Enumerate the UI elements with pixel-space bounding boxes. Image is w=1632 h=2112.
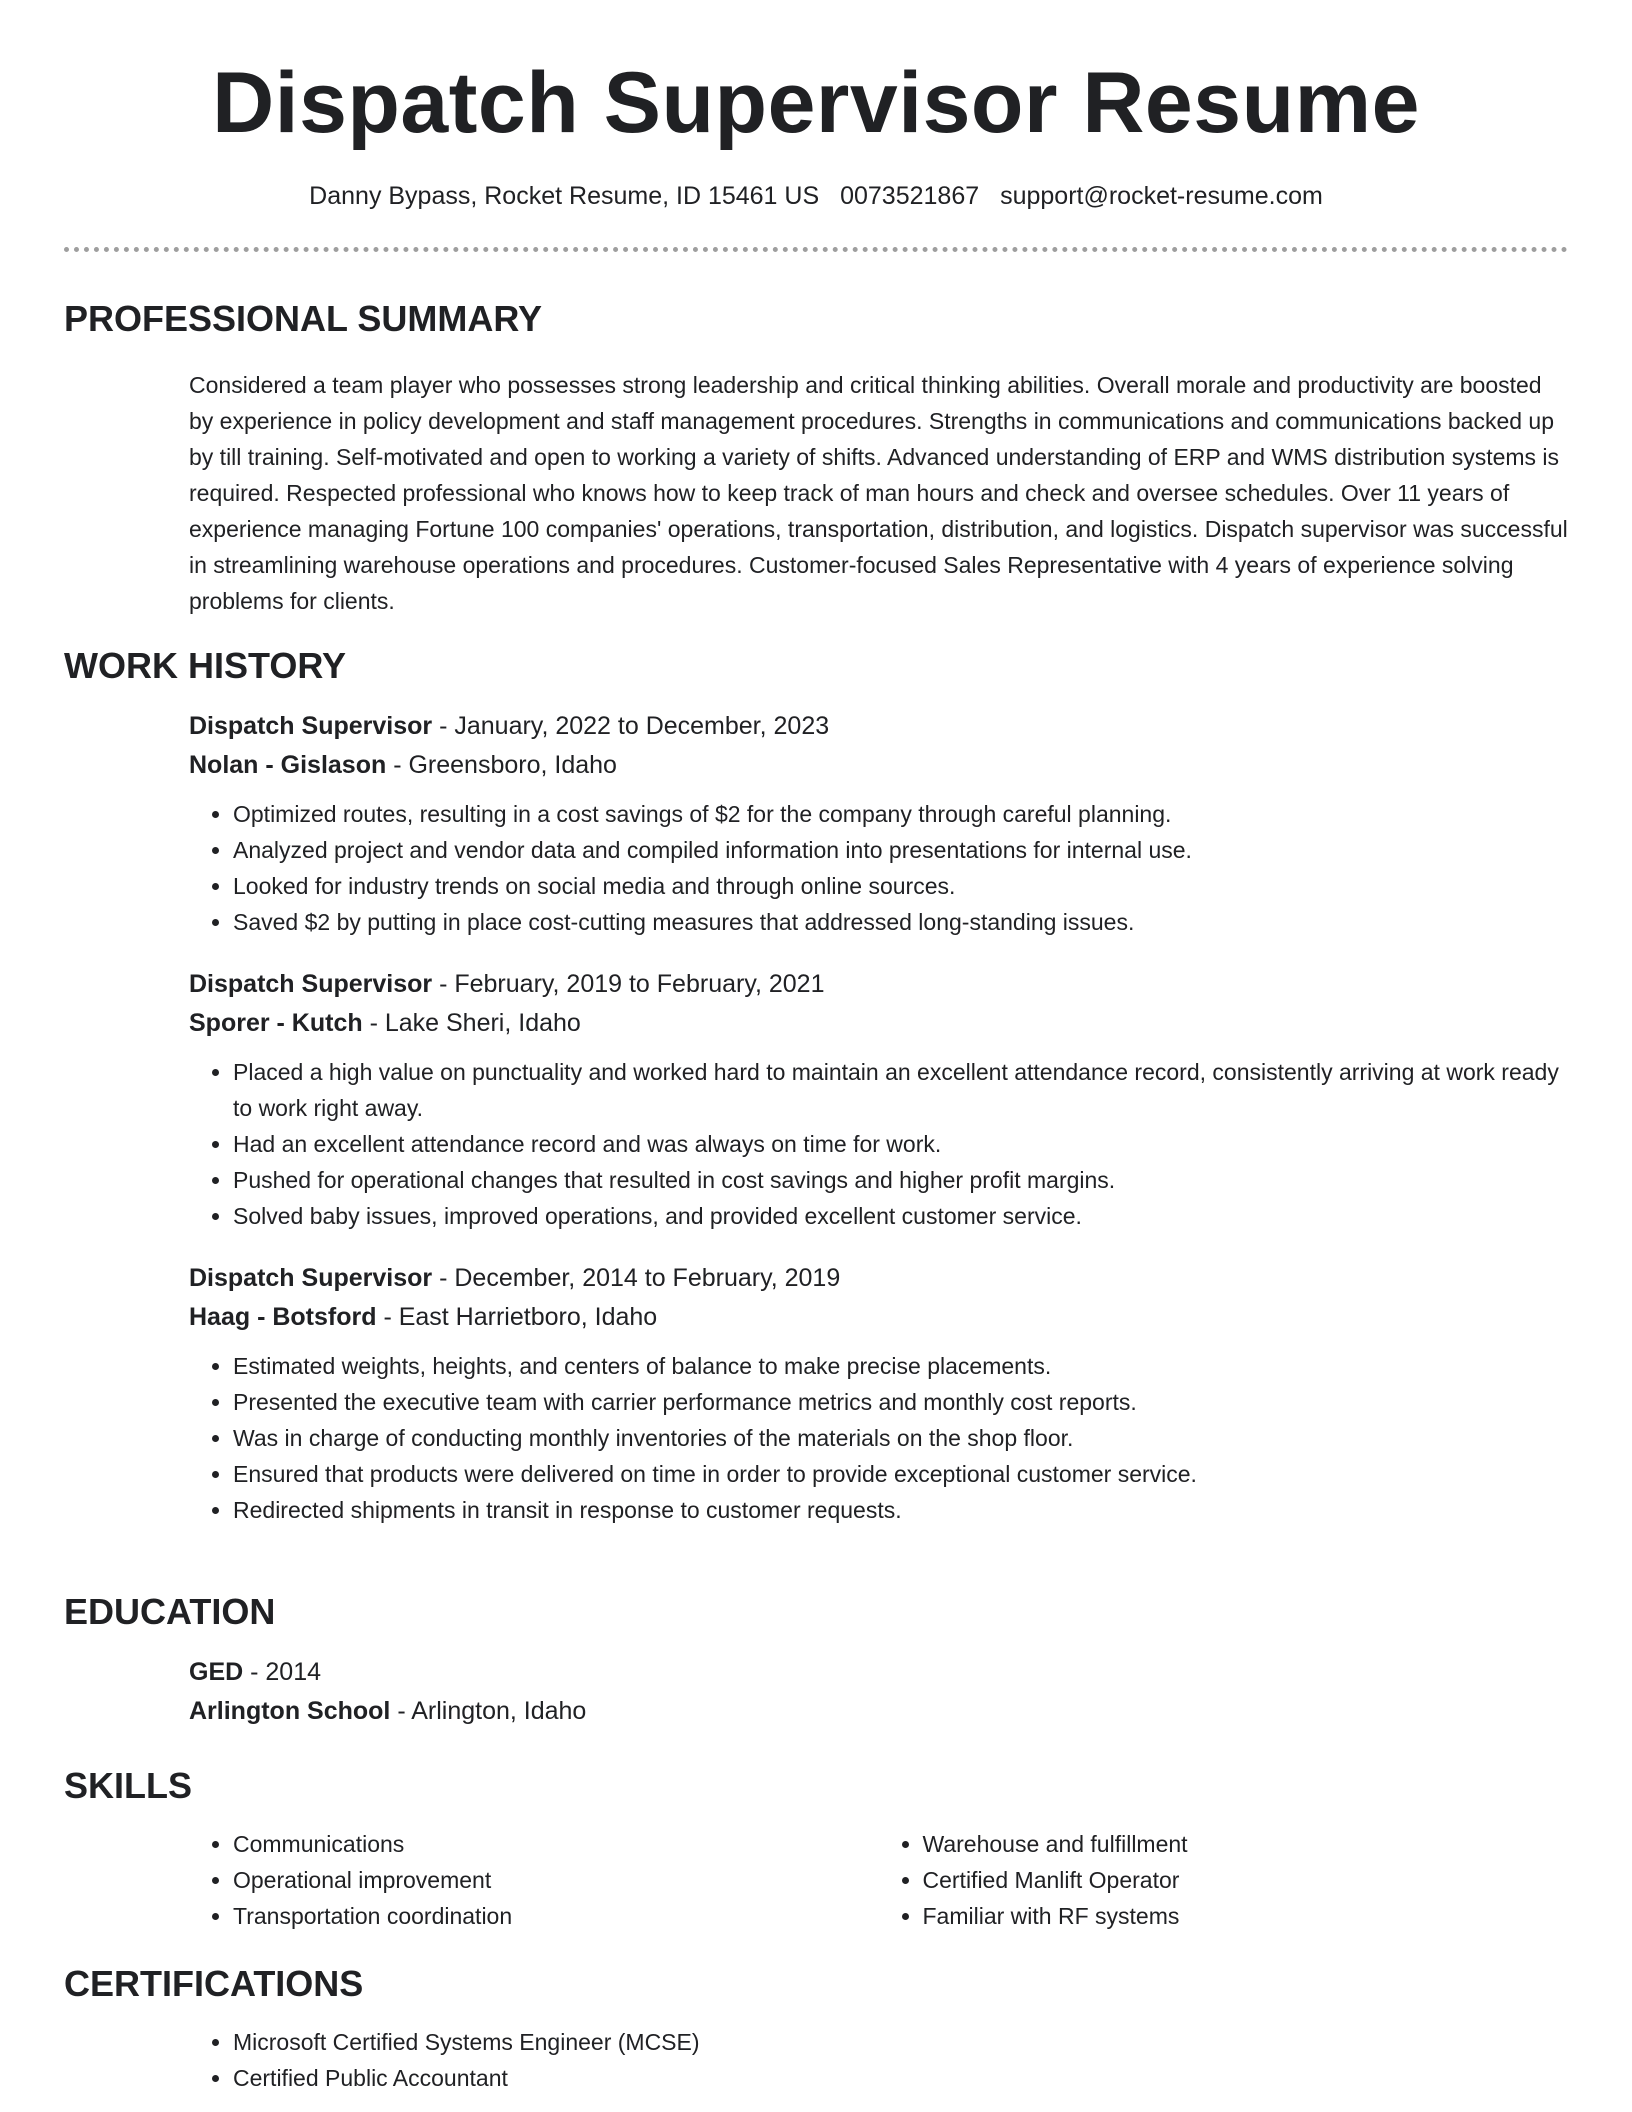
list-item: • Microsoft Certified Systems Engineer (MCSE)	[233, 2024, 1568, 2060]
job-entry	[189, 714, 1568, 940]
certifications-list	[189, 2024, 1568, 2096]
job-title: Dispatch Supervisor	[189, 970, 433, 998]
skills-grid	[189, 1826, 1568, 1934]
list-item: • Looked for industry trends on social media and through online sources.	[233, 868, 1568, 904]
list-item: • Warehouse and fulfillment	[923, 1826, 1569, 1862]
skills-heading: SKILLS	[64, 1765, 193, 1806]
contact-address: Danny Bypass, Rocket Resume, ID 15461 US	[309, 182, 820, 210]
job-company-line	[189, 753, 1568, 778]
job-location: - Lake Sheri, Idaho	[362, 1009, 581, 1037]
list-item: • Transportation coordination	[233, 1898, 879, 1934]
job-title: Dispatch Supervisor	[189, 1264, 433, 1292]
list-item: • Familiar with RF systems	[923, 1898, 1569, 1934]
job-dates: - February, 2019 to February, 2021	[432, 970, 825, 998]
certifications-heading: CERTIFICATIONS	[64, 1963, 364, 2004]
list-item: • Communications	[233, 1826, 879, 1862]
list-item: • Certified Public Accountant	[233, 2060, 1568, 2096]
skills-list-right	[879, 1826, 1569, 1934]
summary-text: Considered a team player who possesses strong leadership and critical thinking abilities. Overall morale and productivity are boosted by experience in policy development and staff management procedures. Strengths in communications and communications backed up by till training. Self-motivated and open to working a variety of shifts. Advanced understanding of ERP and WMS distribution systems is required. Respected professional who knows how to keep track of man hours and check and oversee schedules. Over 11 years of experience managing Fortune 100 companies' operations, transportation, distribution, and logistics. Dispatch supervisor was successful in streamlining warehouse operations and procedures. Customer-focused Sales Representative with 4 years of experience solving problems for clients.	[189, 372, 1568, 614]
education-degree-line	[189, 1660, 1568, 1685]
list-item: • Was in charge of conducting monthly inventories of the materials on the shop floor.	[233, 1420, 1568, 1456]
education-school-line	[189, 1699, 1568, 1724]
list-item: • Placed a high value on punctuality and worked hard to maintain an excellent attendance record, consistently arriving at work ready to work right away.	[233, 1054, 1568, 1126]
certifications-section	[0, 1963, 1632, 2096]
list-item: • Estimated weights, heights, and centers of balance to make precise placements.	[233, 1348, 1568, 1384]
list-item: • Solved baby issues, improved operations, and provided excellent customer service.	[233, 1198, 1568, 1234]
contact-email: support@rocket-resume.com	[1000, 182, 1323, 210]
contact-line	[0, 182, 1632, 211]
job-bullets	[189, 1054, 1568, 1234]
education-school: Arlington School	[189, 1697, 391, 1725]
education-section	[0, 1591, 1632, 1725]
contact-phone: 0073521867	[840, 182, 980, 210]
education-year: - 2014	[243, 1658, 322, 1686]
resume-title: Dispatch Supervisor Resume	[212, 55, 1420, 151]
skills-list-left	[189, 1826, 879, 1934]
education-degree: GED	[189, 1658, 244, 1686]
job-entry	[189, 1266, 1568, 1528]
job-company: Nolan - Gislason	[189, 751, 387, 779]
work-history-heading: WORK HISTORY	[64, 645, 347, 686]
job-entry	[189, 972, 1568, 1234]
list-item: • Analyzed project and vendor data and compiled information into presentations for internal use.	[233, 832, 1568, 868]
job-company: Sporer - Kutch	[189, 1009, 363, 1037]
job-bullets	[189, 796, 1568, 940]
job-title-line	[189, 1266, 1568, 1291]
list-item: • Saved $2 by putting in place cost-cutting measures that addressed long-standing issues.	[233, 904, 1568, 940]
skills-section	[0, 1765, 1632, 1934]
list-item: • Pushed for operational changes that resulted in cost savings and higher profit margins.	[233, 1162, 1568, 1198]
job-title-line	[189, 972, 1568, 997]
job-title: Dispatch Supervisor	[189, 712, 433, 740]
job-location: - Greensboro, Idaho	[386, 751, 617, 779]
work-history-section	[0, 645, 1632, 1528]
education-location: - Arlington, Idaho	[390, 1697, 587, 1725]
list-item: • Redirected shipments in transit in response to customer requests.	[233, 1492, 1568, 1528]
list-item: • Had an excellent attendance record and was always on time for work.	[233, 1126, 1568, 1162]
job-title-line	[189, 714, 1568, 739]
job-company: Haag - Botsford	[189, 1303, 377, 1331]
list-item: • Presented the executive team with carrier performance metrics and monthly cost reports.	[233, 1384, 1568, 1420]
job-dates: - December, 2014 to February, 2019	[432, 1264, 841, 1292]
job-dates: - January, 2022 to December, 2023	[432, 712, 830, 740]
list-item: • Ensured that products were delivered on time in order to provide exceptional customer service.	[233, 1456, 1568, 1492]
summary-heading: PROFESSIONAL SUMMARY	[64, 298, 543, 339]
summary-section	[0, 298, 1632, 619]
list-item: • Certified Manlift Operator	[923, 1862, 1569, 1898]
list-item: • Optimized routes, resulting in a cost savings of $2 for the company through careful planning.	[233, 796, 1568, 832]
job-company-line	[189, 1011, 1568, 1036]
job-bullets	[189, 1348, 1568, 1528]
job-company-line	[189, 1305, 1568, 1330]
header-divider	[64, 247, 1568, 252]
list-item: • Operational improvement	[233, 1862, 879, 1898]
job-location: - East Harrietboro, Idaho	[376, 1303, 658, 1331]
education-heading: EDUCATION	[64, 1591, 276, 1632]
